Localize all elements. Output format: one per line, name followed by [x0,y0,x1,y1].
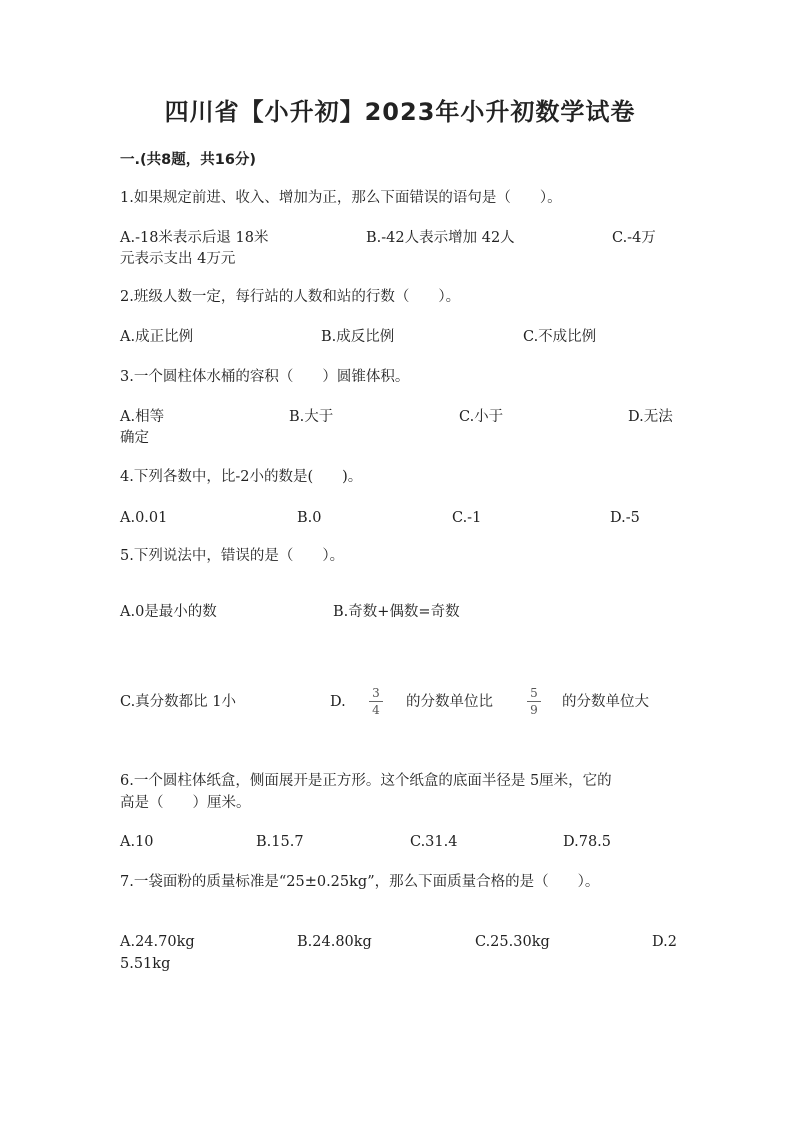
question-7-option-c: C.25.30kg [475,934,550,950]
question-4-option-d: D.-5 [610,510,640,526]
section-heading: 一.(共8题，共16分) [120,152,257,168]
question-1-option-c-continued: 元表示支出 4万元 [120,251,236,267]
question-5-option-d-label: D. [330,694,346,710]
question-4-stem: 4.下列各数中，比-2小的数是( )。 [120,469,363,485]
question-7-stem: 7.一袋面粉的质量标准是“25±0.25kg”，那么下面质量合格的是（ ）。 [120,874,600,890]
question-2-option-a: A.成正比例 [120,329,194,345]
question-3-option-d: D.无法 [628,409,673,425]
question-3-option-a: A.相等 [120,409,165,425]
question-7-option-b: B.24.80kg [297,934,372,950]
fraction-bar [527,701,541,702]
question-1-option-a: A.-18米表示后退 18米 [120,230,269,246]
question-4-option-b: B.0 [297,510,322,526]
question-6-stem-continued: 高是（ ）厘米。 [120,795,251,811]
question-7-option-a: A.24.70kg [120,934,195,950]
question-3-option-b: B.大于 [289,409,334,425]
fraction-denominator: 4 [372,703,380,717]
question-6-option-c: C.31.4 [410,834,458,850]
question-5-option-d-middle: 的分数单位比 [406,694,493,710]
question-1-option-b: B.-42人表示增加 42人 [366,230,515,246]
fraction-numerator: 5 [530,686,538,700]
fraction-denominator: 9 [530,703,538,717]
question-6-option-d: D.78.5 [563,834,612,850]
question-5-option-d-end: 的分数单位大 [562,694,649,710]
fraction-bar [369,701,383,702]
question-3-option-c: C.小于 [459,409,504,425]
fraction-five-ninths [526,686,542,717]
question-5-option-a: A.0是最小的数 [120,604,217,620]
question-2-stem: 2.班级人数一定，每行站的人数和站的行数（ ）。 [120,289,461,305]
question-2-option-c: C.不成比例 [523,329,597,345]
question-6-stem: 6.一个圆柱体纸盒，侧面展开是正方形。这个纸盒的底面半径是 5厘米，它的 [120,773,612,789]
question-4-option-c: C.-1 [452,510,482,526]
question-3-option-d-continued: 确定 [120,430,149,446]
page-title: 四川省【小升初】2023年小升初数学试卷 [164,98,636,126]
question-6-option-a: A.10 [120,834,154,850]
question-2-option-b: B.成反比例 [321,329,395,345]
question-5-stem: 5.下列说法中，错误的是（ ）。 [120,548,345,564]
question-3-stem: 3.一个圆柱体水桶的容积（ ）圆锥体积。 [120,369,410,385]
fraction-numerator: 3 [372,686,380,700]
question-5-option-c: C.真分数都比 1小 [120,694,237,710]
question-7-option-d: D.2 [652,934,677,950]
question-4-option-a: A.0.01 [120,510,168,526]
question-1-stem: 1.如果规定前进、收入、增加为正，那么下面错误的语句是（ ）。 [120,190,562,206]
fraction-three-quarters [368,686,384,717]
question-5-option-b: B.奇数+偶数=奇数 [333,604,460,620]
question-1-option-c: C.-4万 [612,230,656,246]
question-6-option-b: B.15.7 [256,834,304,850]
question-7-option-d-continued: 5.51kg [120,956,171,972]
